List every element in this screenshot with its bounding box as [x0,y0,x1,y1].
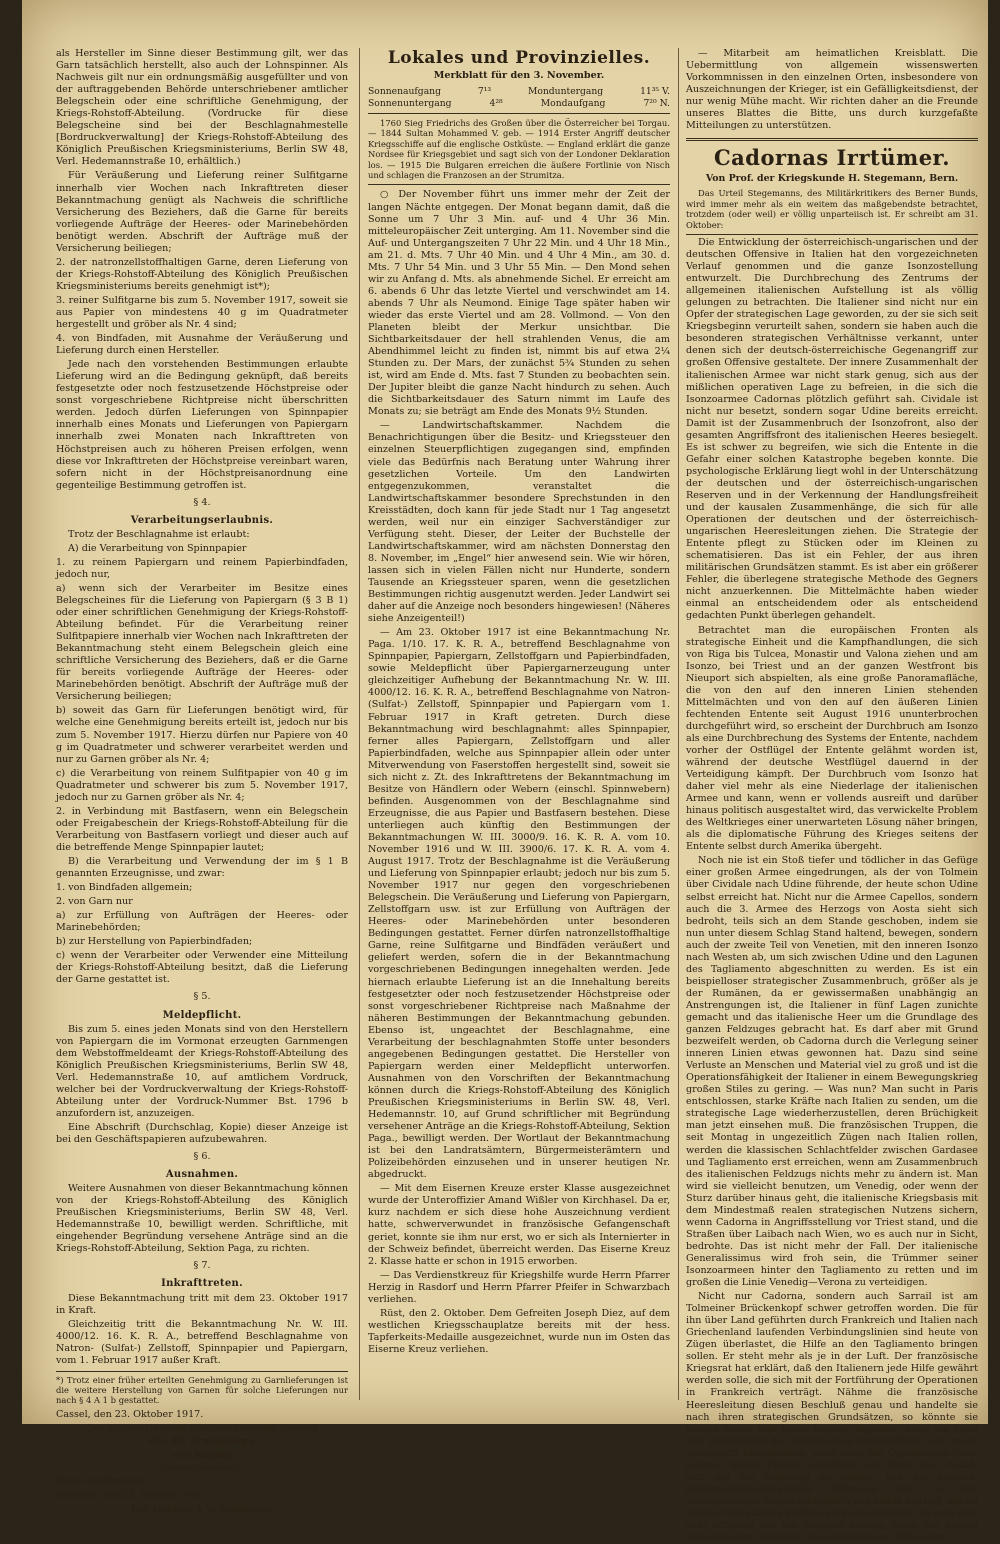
paragraph: Für Veräußerung und Lieferung reiner Sulfitgarne innerhalb vier Wochen nach Inkrafttreten dieser Bekanntmachung genügt als Nachweis die schriftliche Versicherung des Beziehers, daß die Garne für bereits vorliegende Aufträge der Heeres- oder Marinebehörden benötigt werden. Abschrift der Aufträge muß der Versicherung beiliegen; [56,170,348,254]
list-item: B) die Verarbeitung und Verwendung der im § 1 B genannten Erzeugnisse, und zwar: [56,856,348,880]
list-item: 4. von Bindfaden, mit Ausnahme der Veräußerung und Lieferung durch einen Hersteller. [56,333,348,357]
list-item: 1. von Bindfaden allgemein; [56,882,193,894]
paragraph: — Landwirtschaftskammer. Nachdem die Benachrichtigungen über die Besitz- und Kriegssteuer den einzelnen Steuerpflichtigen zugegangen sind, empfinden viele das Bedürfnis nach Beratung unter Wahrung ihrer gesetzlichen Vorteile. Um den Landwirten entgegenzukommen, veranstaltet die Landwirtschaftskammer besondere Sprechstunden in den Kreisstädten, doch kann für jede Stadt nur 1 Tag angesetzt werden, weil nur ein einziger Sachverständiger zur Verfügung steht. Dieser, der Leiter der Buchstelle der Landwirtschaftskammer, wird am nächsten Donnerstag den 8. November, im „Engel“ hier anwesend sein. Wie wir hören, lassen sich in vielen Fällen nicht nur Hunderte, sondern Tausende an Kriegssteuer sparen, wenn die gesetzlichen Bestimmungen richtig ausgenutzt werden. Jeder Landwirt sei daher auf die Anzeige noch besonders hingewiesen! (Näheres siehe Anzeigenteil!) [368,420,670,625]
list-item: 3. reiner Sulfitgarne bis zum 5. November 1917, soweit sie aus Papier von mindestens 40 g im Quadratmeter hergestellt und gröber als Nr. 4 sind; [56,294,348,331]
list-item: c) die Verarbeitung von reinem Sulfitpapier von 40 g im Quadratmeter und schwerer bis zum 5. November 1917, jedoch nur zu Garnen gröber als Nr. 4; [56,767,348,803]
list-item: c) wenn der Verarbeiter oder Verwender eine Mitteilung der Kriegs-Rohstoff-Abteilung besitzt, daß die Lieferung der Garne gestattet ist. [56,950,348,986]
paragraph: — Mitarbeit am heimatlichen Kreisblatt. Die Uebermittlung von allgemein wissenswerten Vorkommnissen in den einzelnen Orten, insbesondere von Auszeichnungen der Krieger, ist ein Gefälligkeitsdienst, der nur wenig Mühe macht. Wir richten daher an die Freunde unseres Blattes die Bitte, uns durch kurzgefaßte Mitteilungen zu unterstützen. [686,48,978,132]
paragraph: Diese Bekanntmachung tritt mit dem 23. Oktober 1917 in Kraft. [56,1292,348,1316]
list-item: a) wenn sich der Verarbeiter im Besitze eines Belegscheines für die Lieferung von Papiergarn (§ 3 B 1) oder einer schriftlichen Genehmigung der Kriegs-Rohstoff-Abteilung befindet. Für die Verarbeitung reiner Sulfitpapiere innerhalb vier Wochen nach Inkrafttreten der Bekanntmachung steht einem Belegschein gleich eine schriftliche Versicherung des Beziehers, daß er die Garne für bereits vorliegende Aufträge der Heeres- oder Marinebehörden benötigt. Abschrift der Aufträge muß der Versicherung beiliegen; [56,582,348,703]
paragraph: Rüst, den 2. Oktober. Dem Gefreiten Joseph Diez, auf dem westlichen Kriegsschauplatze bereits mit der hess. Tapferkeits-Medaille ausgezeichnet, wurde nun im Osten das Eiserne Kreuz verliehen. [368,1307,670,1355]
paragraph: Weitere Ausnahmen von dieser Bekanntmachung können von der Kriegs-Rohstoff-Abteilung des Königlich Preußischen Kriegsministeriums, Berlin SW 48, Verl. Hedemannstraße 10, bewilligt werden. Schriftliche, mit eingehender Begründung versehene Anträge sind an die Kriegs-Rohstoff-Abteilung, Sektion Paga, zu richten. [56,1183,348,1255]
signer-rank: Generalleutnant. [160,1462,244,1474]
paragraph: Jede nach den vorstehenden Bestimmungen erlaubte Lieferung wird an die Bedingung geknüpft, daß bereits festgesetzte oder noch festzusetzende Höchstpreise oder sonst vorgeschriebene Richtpreise nicht überschritten werden. Jedoch dürfen Lieferungen von Spinnpapier innerhalb eines Monats und Lieferungen von Papiergarn innerhalb zwei Monaten nach Inkrafttreten von Höchstpreisen auch zu höheren Preisen erfolgen, wenn diese vor Inkrafttreten der Höchstpreise vereinbart waren, sofern nicht in der Höchstpreisanordnung eine gegenteilige Bestimmung getroffen ist. [56,359,348,491]
column-middle [368,48,670,1404]
list-item: 2. von Garn nur [56,896,133,908]
section-title: Inkrafttreten. [161,1278,243,1290]
paragraph: Die Entwicklung der österreichisch-ungarischen und der deutschen Offensive in Italien hat den vorgezeichneten Verlauf genommen und die ganze Isonzostellung entwurzelt. Die Durchbrechung des Zentrums der allgemeinen italienischen Aufstellung ist als völlig gelungen zu betrachten. Die Italiener sind nicht nur ein Opfer der strategischen Lage geworden, zu der sie sich seit Kriegsbeginn verurteilt sahen, sondern sie haben auch die besonderen strategischen Verhältnisse verkannt, unter denen sich der deutsch-österreichische Gegenangriff zur großen Offensive gestaltete. Der innere Zusammenhalt der italienischen Armee war nicht stark genug, sich aus der mißlichen operativen Lage zu befreien, in die sich die Isonzoarmee Cadornas plötzlich geführt sah. Cividale ist nicht nur besetzt, sondern sogar Udine bereits erreicht. Damit ist der Zusammenbruch der Isonzofront, also der gesamten Angriffsfront des italienischen Heeres besiegelt. Es ist schwer zu begreifen, wie sich die Entente in die Gefahr einer solchen Katastrophe begeben konnte. Die psychologische Erklärung liegt wohl in der Unterschätzung der deutschen und der österreichisch-ungarischen Reserven und in der Verkennung der Handlungsfreiheit und der kausalen Zusammenhänge, die sich für alle Operationen der deutschen und der österreichisch-ungarischen Heeresleitungen ziehen. Die Strategie der Entente pflegt zu Stücken oder im Kleinen zu schematisieren. Das ist ein Fehler, der aus ihren militärischen Grundsätzen stammt. Es ist aber ein größerer Fehler, die überlegene strategische Methode des Gegners nicht anzuerkennen. Die Mittelmächte haben wieder einmal an entscheidendem oder als entscheidend gedachten Punkt überlegen gehandelt. [686,237,978,622]
paragraph: Noch nie ist ein Stoß tiefer und tödlicher in das Gefüge einer großen Armee eingedrungen, als der von Tolmein über Cividale nach Udine führende, der heute schon Udine selbst erreicht hat. Nicht nur die Armee Capellos, sondern auch die 3. Armee des Herzogs von Aosta sieht sich bedroht, teils sich an dem Stande geschoben, indem sie nun unter diesem Schlag Stand haltend, bewegen, sondern auch der zweite Teil von Venetien, mit den inneren Isonzo nach Westen ab, um sich zwischen Udine und den Lagunen des Tagliamento abgeschnitten zu werden. Es ist ein beispielloser strategischer Zusammenbruch, größer als je der Rumänen, da er gewissermaßen unabhängig an Anstrengungen ist, die Italiener in fünf Lagen zunichte gemacht und das italienische Heer um die Grundlage des ganzen Feldzuges gebracht hat. Es darf aber mit Grund bezweifelt werden, ob Cadorna durch die Verlegung seiner inneren Linien etwas gewonnen hat. Dazu sind seine Verluste an Menschen und Material viel zu groß und ist die Operationsfähigkeit der Italiener in einem Bewegungskrieg großen Stiles zu gering. — Was nun? Man sucht in Paris entschlossen, starke Kräfte nach Italien zu senden, um die strategische Lage wiederherzustellen, deren Brüchigkeit man jetzt einsehen muß. Die französischen Truppen, die seit Montag in ungezeitlich Zügen nach Italien rollen, werden die klassischen Schlachtfelder zwischen Gardasee und Tagliamento erst erreichen, wenn am Zusammenbruch des italienischen Feldzugs nichts mehr zu ändern ist. Man wird sie vielleicht benutzen, um Venedig, oder wenn der Sturz darüber hinaus geht, die italienische Kriegsbasis mit dem Mindestmaß realen strategischen Nutzens sichern, wenn Cadorna in Angriffsstellung vor Triest stand, und die Straßen über Laibach nach Wien, wo es auch nur in Sicht, bedrohte. Das ist nicht mehr der Fall. Der italienische Generalissimus wird froh sein, die Trümmer seiner Isonzoarmeen hinter den Tagliamento zu retten und im großen die Linie Venedig—Verona zu verteidigen. [686,855,978,1289]
section-title: Ausnahmen. [165,1169,239,1181]
moonrise-time: 7²⁰ N. [643,97,670,109]
place-date: Cassel, den 23. Oktober 1917. [56,1409,204,1421]
editor-note: Das Urteil Stegemanns, des Militärkritikers des Berner Bunds, wird immer mehr als ein weitem das maßgebendste betrachtet, trotzdem (oder weil) er völlig unparteiisch ist. Er schreibt am 31. Oktober: [686,188,978,235]
column-rule [359,48,360,1400]
moonset-time: 11³⁵ V. [640,86,670,98]
list-item: 2. in Verbindung mit Bastfasern, wenn ein Belegschein oder Freigabeschein der Kriegs-Rohstoff-Abteilung für die Verarbeitung von Bastfasern vorliegt und dieser auch auf die betreffende Menge Spinnpapier lautet; [56,805,348,853]
paragraph: Nicht nur Cadorna, sondern auch Sarrail ist am Tolmeiner Brückenkopf schwer getroffen worden. Die für ihn über Land geführten durch Frankreich und Italien nach Griechenland laufenden Verbindungslinien sind heute von Zügen überlastet, die Hilfe an den Tagliamento bringen sollen. Er steht mehr als je in der Luft. Der französische Kriegsrat hat erklärt, daß den Italienern jede Hilfe gewährt werden solle, die sich mit der Fortführung der Operationen in Frankreich verträgt. Nähme die französische Heeresleitung diesen Beschluß genau und handelte sie nach ihren strategischen Grundsätzen, so könnte sie keinen Mann und keine Kanone abgeben, denn sie kann den Durchbruch der italienischen Schlachtlinie nicht mehr wesentlich beeinflussen, wohl aber die Operationen ihres eigenen linken Flügels schädigen und hätte aber Anlaß, sich mit der Hoffnung zu trösten, daß die deutsch-österreichisch-ungarische Offensive sich in der venezianischen Ebene schließlich von selbst totläuft, als sie verdaut mit starken Kräften entgegenzutreten. Es muß also sehr schlimm um die Italiener stehen, wenn die klugen französischen Generale ihnen trotzdem zu Hilfe eilen. [686,1291,978,1544]
sunrise-label: Sonnenaufgang [368,86,441,98]
sunset-time: 4²⁸ [489,97,503,109]
divider [686,138,978,141]
article-title: Cadornas Irrtümer. [713,145,951,171]
list-item: b) soweit das Garn für Lieferungen benötigt wird, für welche eine Genehmigung bereits erteilt ist, jedoch nur bis zum 5. November 1917. Hierzu dürfen nur Papiere von 40 g im Quadratmeter und schwerer verarbeitet werden und nur zu Garnen gröber als Nr. 4; [56,705,348,765]
almanac-title: Merkblatt für den 3. November. [433,70,605,81]
section-title: Meldepflicht. [162,1009,242,1021]
paragraph: als Hersteller im Sinne dieser Bestimmung gilt, wer das Garn tatsächlich herstellt, also auch der Lohnspinner. Als Nachweis gilt nur ein ordnungsmäßig ausgefüllter und von der auftraggebenden Behörde unterschriebener amtlicher Belegschein oder eine schriftliche Genehmigung, der Kriegs-Rohstoff-Abteilung. (Vordrucke für diese Belegscheine sind bei der Beschlagnahmestelle [Bordruckverwaltung] der Kriegs-Rohstoff-Abteilung des Königlich Preußischen Kriegsministeriums, Berlin SW 48, Verl. Hedemannstraße 10, erhältlich.) [56,48,348,168]
section-number: § 5. [193,991,211,1003]
landrat-signature: Der Landrat. J. V.: Delgmann. [130,1503,274,1515]
section-number: § 6. [193,1151,211,1163]
paragraph: — Mit dem Eisernen Kreuze erster Klasse ausgezeichnet wurde der Unteroffizier Amand Wißler von Kirchhasel. Da er, kurz nachdem er sich diese hohe Auszeichnung verdient hatte, schwerverwundet in französische Gefangenschaft geriet, konnte sie ihm nur erst, wo er sich als Internierter in der Schweiz befindet, überreicht werden. Das Eiserne Kreuz 2. Klasse hatte er schon in 1915 erworben. [368,1183,670,1267]
moonset-label: Monduntergang [527,86,604,98]
section-number: § 7. [193,1260,211,1272]
paragraph: Bis zum 5. eines jeden Monats sind von den Herstellern von Papiergarn die im Vormonat erzeugten Garnmengen dem Webstoffmeldeamt der Kriegs-Rohstoff-Abteilung des Königlich Preußischen Kriegsministeriums, Berlin SW 48, Verl. Hedemannstraße 10, auf amtlichem Vordruck, welcher bei der Vordruckverwaltung der Kriegs-Rohstoff-Abteilung unter der Vordruck-Nummer Bst. 1796 b anzufordern ist, anzuzeigen. [56,1023,348,1119]
paragraph: Gleichzeitig tritt die Bekanntmachung Nr. W. III. 4000/12. 16. K. R. A., betreffend Beschlagnahme von Natron- (Sulfat-) Zellstoff, Spinnpapier und Papiergarn, vom 1. Februar 1917 außer Kraft. [56,1318,348,1366]
newspaper-page [22,0,988,1544]
column-left [56,48,348,1515]
published-note: Wird veröffentlicht. [56,1475,152,1487]
list-item: 2. der natronzellstoffhaltigen Garne, deren Lieferung von der Kriegs-Rohstoff-Abteilung des Königlich Preußischen Kriegsministeriums bereits genehmigt ist*); [56,256,348,292]
section-heading: Lokales und Provinzielles. [387,48,651,68]
section-number: § 4. [193,496,211,508]
list-item: 1. zu reinem Papiergarn und reinem Papierbindfaden, jedoch nur, [56,556,348,580]
paragraph: — Am 23. Oktober 1917 ist eine Bekanntmachung Nr. Paga. 1/10. 17. K. R. A., betreffend Beschlagnahme von Spinnpapier, Papiergarn, Zellstoffgarn und Papierbindfaden, sowie Meldepflicht über Papiergarnerzeugung unter gleichzeitiger Aufhebung der Bekanntmachung Nr. W. III. 4000/12. 16. K. R. A., betreffend Beschlagnahme von Natron- (Sulfat-) Zellstoff, Spinnpapier und Papiergarn vom 1. Februar 1917 in Kraft getreten. Durch diese Bekanntmachung wird beschlagnahmt: alles Spinnpapier, ferner alles Papiergarn, Zellstoffgarn und aller Papierbindfaden, welche aus Spinnpapier allein oder unter Mitverwendung von Faserstoffen hergestellt sind, soweit sie sich nicht z. Zt. des Inkrafttretens der Bekanntmachung im Besitze von Händlern oder Webern (einschl. Spinnwebern) befinden. Ausgenommen von der Beschlagnahme sind Erzeugnisse, die aus Papier und Bastfasern bestehen. Diese unterliegen auch künftig den Bestimmungen der Bekanntmachungen W. III. 3000/9. 16. K. R. A. vom 10. November 1916 und W. III. 3900/6. 17. K. R. A. vom 4. August 1917. Trotz der Beschlagnahme ist die Veräußerung und Lieferung von Spinnpapier erlaubt; jedoch nur bis zum 5. November 1917 nur gegen den vorgeschriebenen Belegschein. Die Veräußerung und Lieferung von Papiergarn, Zellstoffgarn usw. ist zur Erfüllung von Aufträgen der Heeres- oder Marinebehörden unter besonderen Bedingungen gestattet. Ferner dürfen natronzellstoffhaltige Garne, reine Sulfitgarne und Bindfäden veräußert und geliefert werden, sofern die in der Bekanntmachung vorgeschriebenen Bedingungen innegehalten werden. Jede hiernach erlaubte Lieferung ist an die Innehaltung bereits festgesetzter oder noch festzusetzender Höchstpreise oder sonst vorgeschriebener Richtpreise nach Maßnahme der näheren Bestimmungen der Bekanntmachung gebunden. Ebenso ist, ungeachtet der Beschlagnahme, eine Verarbeitung der beschlagnahmten Stoffe unter besonders angegebenen Bedingungen gestattet. Die Hersteller von Papiergarn werden einer Meldepflicht unterworfen. Ausnahmen von den Vorschriften der Bekanntmachung können durch die Kriegs-Rohstoff-Abteilung des Königlich Preußischen Kriegsministeriums in Berlin SW. 48, Verl. Hedemannstr. 10, auf Grund schriftlicher mit Begründung versehener Anträge an die Kriegs-Rohstoff-Abteilung, Sektion Paga., bewilligt werden. Der Wortlaut der Bekanntmachung ist bei den Landratsämtern, Bürgermeisterämtern und Polizeibehörden einzusehen und in unserer heutigen Nr. abgedruckt. [368,627,670,1181]
signer-title: Der Stellvertretende Kommandierende General [86,1423,318,1435]
sunset-label: Sonnenuntergang [368,97,452,109]
sunrise-time: 7¹³ [477,86,492,98]
divider [368,113,670,114]
paragraph: — Das Verdienstkreuz für Kriegshilfe wurde Herrn Pfarrer Herzig in Rasdorf und Herrn Pfarrer Pfeifer in Schwarzbach verliehen. [368,1269,670,1305]
list-item: a) zur Erfüllung von Aufträgen der Heeres- oder Marinebehörden; [56,910,348,934]
paragraph: A) die Verarbeitung von Spinnpapier [68,542,247,554]
paragraph: Betrachtet man die europäischen Fronten als strategische Einheit und die Kampfhandlungen, die sich von Riga bis Tulcea, Monastir und Valona ziehen und am Isonzo, bei Triest und an der ganzen Westfront bis Nieuport sich abspielten, als eine große Panoramafläche, die von den auf den inneren Linien stehenden Mittelmächten und von den auf den äußeren Linien fechtenden Entente seit August 1916 ununterbrochen durchgeführt wird, so erscheint der Durchbruch am Isonzo als eine Durchbrechung des Systems der Entente, nachdem vorher der Ostflügel der Entente gelähmt worden ist, während der deutsche Westflügel dauernd in der Verteidigung kämpft. Der Durchbruch vom Isonzo hat daher viel mehr als eine Niederlage der italienischen Armee und kann, wenn er vollends ausreift und darüber hinaus politisch ausgestaltet wird, das verwickelte Problem des Weltkrieges einer unerwarteten Lösung näher bringen, als die diplomatische Führung des Krieges seitens der Entente selbst durch Amerika übergeht. [686,624,978,853]
byline: Von Prof. der Kriegskunde H. Stegemann, Bern. [705,173,959,185]
place-date: Hünfeld, den 23. Oktober 1917. [56,1489,211,1501]
paragraph: ○ Der November führt uns immer mehr der Zeit der langen Nächte entgegen. Der Monat begann damit, daß die Sonne um 7 Uhr 3 Min. auf- und 4 Uhr 36 Min. mitteleuropäischer Zeit unterging. Am 11. November sind die Auf- und Untergangszeiten 7 Uhr 22 Min. und 4 Uhr 18 Min., am 21. d. Mts. 7 Uhr 40 Min. und 4 Uhr 4 Min., am 30. d. Mts. 7 Uhr 54 Min. und 3 Uhr 55 Min. — Den Mond sehen wir zu Anfang d. Mts. als abnehmende Sichel. Er erreicht am 6. abends 6 Uhr das letzte Viertel und verschwindet am 14. abends 7 Uhr als Neumond. Einige Tage später haben wir wieder das erste Viertel und am 28. Vollmond. — Von den Planeten bleibt der Merkur unsichtbar. Die Sichtbarkeitsdauer der hell strahlenden Venus, die am Abendhimmel leicht zu finden ist, nimmt bis auf etwa 2¼ Stunden zu. Der Mars, der zunächst 5¾ Stunden zu sehen ist, wird am Ende d. Mts. fast 7 Stunden zu beobachten sein. Der Jupiter bleibt die ganze Nacht hindurch zu sehen. Auch die Sichtbarkeitsdauer des Saturn nimmt im Laufe des Monats zu; sie beträgt am Ende des Monats 9½ Stunden. [368,189,670,418]
paragraph: Eine Abschrift (Durchschlag, Kopie) dieser Anzeige ist bei den Geschäftspapieren aufzubewahren. [56,1121,348,1145]
signer-name: von Kehler, [171,1449,233,1461]
signer-corps: des XI. Armeekorps [149,1436,255,1448]
divider [368,184,670,185]
footnote: *) Trotz einer früher erteilten Genehmigung zu Garnlieferungen ist die weitere Herstellung von Garnen für solche Lieferungen nur nach § 4 A 1 b gestattet. [56,1371,348,1406]
column-right [686,48,978,1544]
paragraph: Trotz der Beschlagnahme ist erlaubt: [68,528,250,540]
almanac-row [368,86,670,98]
history-notes: 1760 Sieg Friedrichs des Großen über die Österreicher bei Torgau. — 1844 Sultan Mohammed V. geb. — 1914 Erster Angriff deutscher Kriegsschiffe auf die englische Ostküste. — England erklärt die ganze Nordsee für Kriegsgebiet und sagt sich von der Londoner Deklaration los. — 1915 Die Bulgaren erreichen die äußere Fortlinie von Nisch und schlagen die Franzosen an der Strumitza. [368,118,670,181]
section-title: Verarbeitungserlaubnis. [130,514,274,526]
list-item: b) zur Herstellung von Papierbindfaden; [56,936,253,948]
column-rule [678,48,679,1400]
moonrise-label: Mondaufgang [540,97,606,109]
almanac-row [368,98,670,110]
